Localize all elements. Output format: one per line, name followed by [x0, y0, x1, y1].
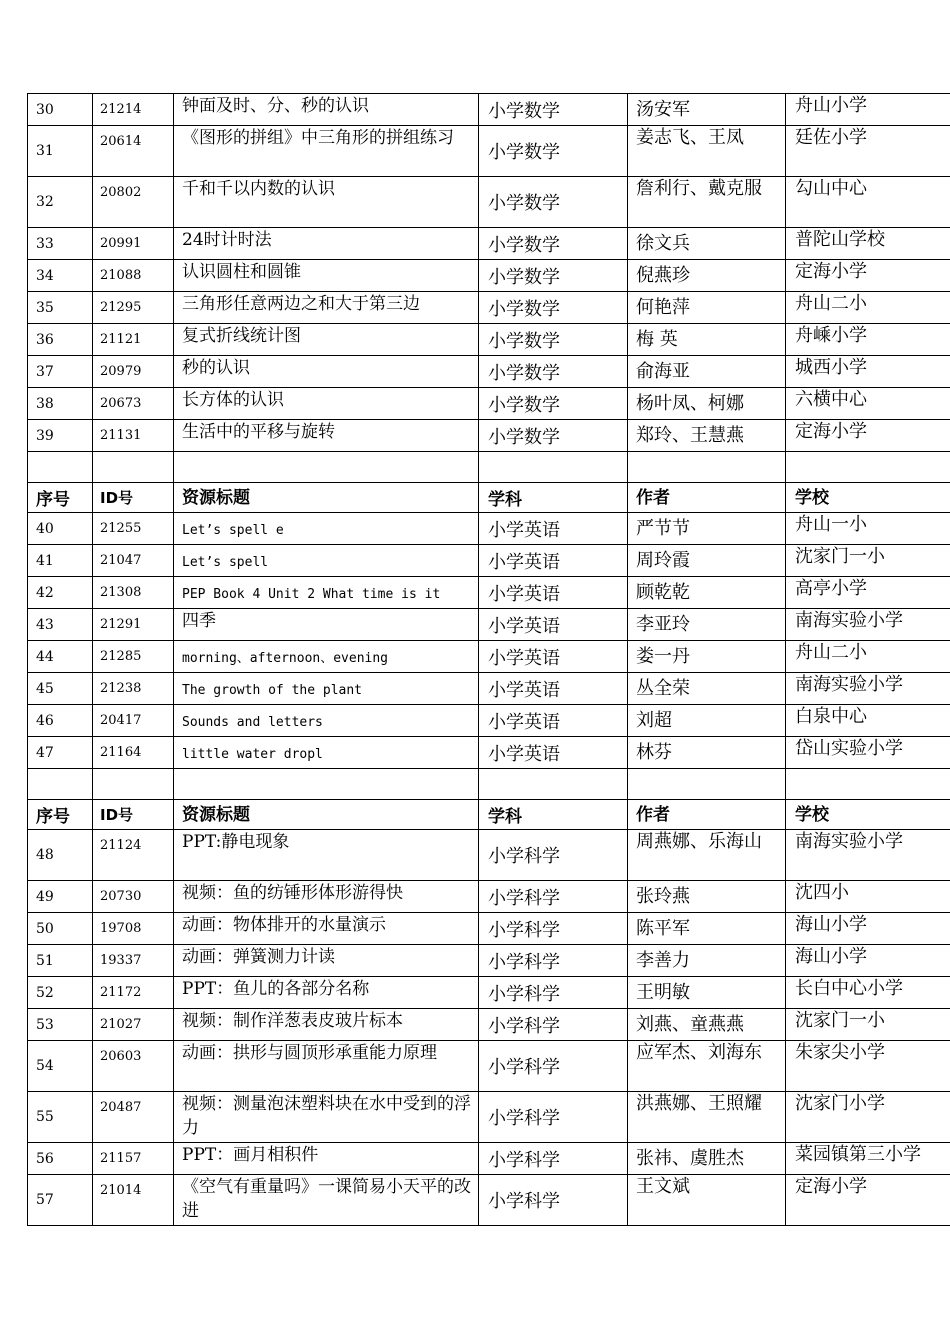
- row-number: 46: [28, 705, 93, 737]
- row-subject: 小学英语: [479, 577, 628, 609]
- table-row: [28, 1041, 950, 1092]
- row-school: 南海实验小学: [786, 830, 950, 881]
- row-school: 沈家门一小: [786, 545, 950, 577]
- table-row: [28, 513, 950, 545]
- row-title: morning、afternoon、evening: [174, 641, 479, 673]
- row-title: 三角形任意两边之和大于第三边: [174, 292, 479, 324]
- row-title: 秒的认识: [174, 356, 479, 388]
- table-row: [28, 388, 950, 420]
- row-author: 倪燕珍: [628, 260, 786, 292]
- header-row-english: [28, 483, 950, 513]
- row-subject: 小学科学: [479, 1143, 628, 1175]
- row-number: 54: [28, 1041, 93, 1092]
- table-row: [28, 737, 950, 769]
- row-id: 21285: [93, 641, 174, 673]
- header-subject: 学科: [479, 483, 628, 513]
- row-number: 45: [28, 673, 93, 705]
- row-author: 詹利行、戴克服: [628, 177, 786, 228]
- table-row: [28, 1009, 950, 1041]
- row-school: 定海小学: [786, 260, 950, 292]
- row-subject: 小学科学: [479, 830, 628, 881]
- row-author: 严节节: [628, 513, 786, 545]
- row-school: 白泉中心: [786, 705, 950, 737]
- row-school: 勾山中心: [786, 177, 950, 228]
- row-subject: 小学数学: [479, 94, 628, 126]
- row-subject: 小学科学: [479, 1092, 628, 1143]
- row-author: 徐文兵: [628, 228, 786, 260]
- row-author: 陈平军: [628, 913, 786, 945]
- row-title: The growth of the plant: [174, 673, 479, 705]
- row-title: Let’s spell e: [174, 513, 479, 545]
- header-subject: 学科: [479, 800, 628, 830]
- row-school: 六横中心: [786, 388, 950, 420]
- row-subject: 小学英语: [479, 737, 628, 769]
- header-row-science: [28, 800, 950, 830]
- row-number: 38: [28, 388, 93, 420]
- table-row: [28, 94, 950, 126]
- row-title: 视频：制作洋葱表皮玻片标本: [174, 1009, 479, 1041]
- header-no: 序号: [28, 483, 93, 513]
- row-title: 动画：弹簧测力计读: [174, 945, 479, 977]
- row-id: 21172: [93, 977, 174, 1009]
- row-author: 郑玲、王慧燕: [628, 420, 786, 452]
- row-id: 21164: [93, 737, 174, 769]
- row-title: little water dropl: [174, 737, 479, 769]
- row-id: 21088: [93, 260, 174, 292]
- row-school: 海山小学: [786, 945, 950, 977]
- row-id: 20487: [93, 1092, 174, 1143]
- row-title: 《图形的拼组》中三角形的拼组练习: [174, 126, 479, 177]
- row-author: 刘燕、童燕燕: [628, 1009, 786, 1041]
- row-author: 周燕娜、乐海山: [628, 830, 786, 881]
- row-school: 南海实验小学: [786, 609, 950, 641]
- row-subject: 小学英语: [479, 641, 628, 673]
- row-id: 21291: [93, 609, 174, 641]
- row-author: 洪燕娜、王照耀: [628, 1092, 786, 1143]
- row-school: 舟山小学: [786, 94, 950, 126]
- header-id: ID号: [93, 800, 174, 830]
- row-title: 《空气有重量吗》一课简易小天平的改进: [174, 1175, 479, 1226]
- row-author: 刘超: [628, 705, 786, 737]
- row-school: 舟山一小: [786, 513, 950, 545]
- row-title: Let’s spell: [174, 545, 479, 577]
- row-author: 李亚玲: [628, 609, 786, 641]
- row-title: Sounds and letters: [174, 705, 479, 737]
- table-row: [28, 260, 950, 292]
- row-id: 20979: [93, 356, 174, 388]
- row-subject: 小学科学: [479, 1041, 628, 1092]
- row-author: 汤安军: [628, 94, 786, 126]
- row-school: 舟山二小: [786, 292, 950, 324]
- row-title: PEP Book 4 Unit 2 What time is it: [174, 577, 479, 609]
- row-subject: 小学数学: [479, 420, 628, 452]
- row-id: 20603: [93, 1041, 174, 1092]
- row-author: 林芬: [628, 737, 786, 769]
- row-author: 应军杰、刘海东: [628, 1041, 786, 1092]
- table-row: [28, 1175, 950, 1226]
- row-school: 城西小学: [786, 356, 950, 388]
- row-title: 动画：拱形与圆顶形承重能力原理: [174, 1041, 479, 1092]
- row-subject: 小学科学: [479, 945, 628, 977]
- english-section: [28, 513, 950, 769]
- header-title: 资源标题: [174, 483, 479, 513]
- table-row: [28, 830, 950, 881]
- row-number: 56: [28, 1143, 93, 1175]
- row-title: 生活中的平移与旋转: [174, 420, 479, 452]
- header-no: 序号: [28, 800, 93, 830]
- table-row: [28, 177, 950, 228]
- row-subject: 小学数学: [479, 324, 628, 356]
- row-title: PPT:静电现象: [174, 830, 479, 881]
- row-title: PPT：画月相积件: [174, 1143, 479, 1175]
- row-subject: 小学数学: [479, 388, 628, 420]
- row-number: 42: [28, 577, 93, 609]
- row-id: 21308: [93, 577, 174, 609]
- row-school: 舟嵊小学: [786, 324, 950, 356]
- header-school: 学校: [786, 483, 950, 513]
- row-title: 认识圆柱和圆锥: [174, 260, 479, 292]
- row-author: 丛全荣: [628, 673, 786, 705]
- row-number: 39: [28, 420, 93, 452]
- row-id: 19708: [93, 913, 174, 945]
- row-school: 长白中心小学: [786, 977, 950, 1009]
- table-row: [28, 228, 950, 260]
- header-school: 学校: [786, 800, 950, 830]
- row-subject: 小学英语: [479, 673, 628, 705]
- row-subject: 小学数学: [479, 177, 628, 228]
- row-author: 周玲霞: [628, 545, 786, 577]
- header-title: 资源标题: [174, 800, 479, 830]
- row-subject: 小学数学: [479, 260, 628, 292]
- row-subject: 小学英语: [479, 545, 628, 577]
- row-title: 24时计时法: [174, 228, 479, 260]
- row-school: 定海小学: [786, 420, 950, 452]
- row-author: 张祎、虞胜杰: [628, 1143, 786, 1175]
- row-title: 千和千以内数的认识: [174, 177, 479, 228]
- row-id: 20673: [93, 388, 174, 420]
- resource-table: [27, 93, 950, 1226]
- table-row: [28, 420, 950, 452]
- row-author: 杨叶凤、柯娜: [628, 388, 786, 420]
- row-id: 20991: [93, 228, 174, 260]
- row-subject: 小学科学: [479, 977, 628, 1009]
- table-row: [28, 641, 950, 673]
- science-section: [28, 830, 950, 1226]
- row-number: 37: [28, 356, 93, 388]
- table-row: [28, 913, 950, 945]
- row-school: 高亭小学: [786, 577, 950, 609]
- row-title: 复式折线统计图: [174, 324, 479, 356]
- row-subject: 小学数学: [479, 356, 628, 388]
- row-number: 52: [28, 977, 93, 1009]
- row-school: 朱家尖小学: [786, 1041, 950, 1092]
- row-id: 20730: [93, 881, 174, 913]
- table-row: [28, 545, 950, 577]
- row-id: 21124: [93, 830, 174, 881]
- header-row: [28, 800, 950, 830]
- row-subject: 小学英语: [479, 705, 628, 737]
- row-title: PPT：鱼儿的各部分名称: [174, 977, 479, 1009]
- header-author: 作者: [628, 483, 786, 513]
- row-id: 20417: [93, 705, 174, 737]
- row-id: 21047: [93, 545, 174, 577]
- row-author: 顾乾乾: [628, 577, 786, 609]
- row-number: 40: [28, 513, 93, 545]
- row-author: 张玲燕: [628, 881, 786, 913]
- row-number: 53: [28, 1009, 93, 1041]
- table-row: [28, 609, 950, 641]
- table-row: [28, 881, 950, 913]
- row-author: 何艳萍: [628, 292, 786, 324]
- row-id: 21238: [93, 673, 174, 705]
- table-row: [28, 324, 950, 356]
- row-id: 21027: [93, 1009, 174, 1041]
- row-number: 57: [28, 1175, 93, 1226]
- row-id: 20802: [93, 177, 174, 228]
- row-school: 舟山二小: [786, 641, 950, 673]
- table-row: [28, 1143, 950, 1175]
- math-section: [28, 94, 950, 452]
- row-number: 32: [28, 177, 93, 228]
- row-subject: 小学科学: [479, 1009, 628, 1041]
- row-school: 定海小学: [786, 1175, 950, 1226]
- row-author: 王文斌: [628, 1175, 786, 1226]
- row-title: 四季: [174, 609, 479, 641]
- row-number: 43: [28, 609, 93, 641]
- row-school: 沈家门一小: [786, 1009, 950, 1041]
- table-row: [28, 945, 950, 977]
- row-id: 21157: [93, 1143, 174, 1175]
- row-school: 沈家门小学: [786, 1092, 950, 1143]
- row-subject: 小学数学: [479, 228, 628, 260]
- row-id: 21014: [93, 1175, 174, 1226]
- header-author: 作者: [628, 800, 786, 830]
- row-subject: 小学英语: [479, 513, 628, 545]
- table-row: [28, 577, 950, 609]
- row-title: 钟面及时、分、秒的认识: [174, 94, 479, 126]
- row-id: 21295: [93, 292, 174, 324]
- row-author: 姜志飞、王凤: [628, 126, 786, 177]
- spacer-row-2: [28, 769, 950, 800]
- row-number: 35: [28, 292, 93, 324]
- table-row: [28, 673, 950, 705]
- row-school: 廷佐小学: [786, 126, 950, 177]
- table-row: [28, 977, 950, 1009]
- row-school: 沈四小: [786, 881, 950, 913]
- row-author: 李善力: [628, 945, 786, 977]
- row-subject: 小学数学: [479, 292, 628, 324]
- row-title: 视频：测量泡沫塑料块在水中受到的浮力: [174, 1092, 479, 1143]
- row-subject: 小学科学: [479, 881, 628, 913]
- row-title: 动画：物体排开的水量演示: [174, 913, 479, 945]
- row-number: 49: [28, 881, 93, 913]
- table-row: [28, 1092, 950, 1143]
- row-school: 南海实验小学: [786, 673, 950, 705]
- row-title: 长方体的认识: [174, 388, 479, 420]
- table-row: [28, 126, 950, 177]
- header-row: [28, 483, 950, 513]
- table-row: [28, 705, 950, 737]
- row-subject: 小学英语: [479, 609, 628, 641]
- row-number: 41: [28, 545, 93, 577]
- row-author: 王明敏: [628, 977, 786, 1009]
- row-school: 普陀山学校: [786, 228, 950, 260]
- row-id: 21214: [93, 94, 174, 126]
- row-school: 岱山实验小学: [786, 737, 950, 769]
- header-id: ID号: [93, 483, 174, 513]
- row-id: 21255: [93, 513, 174, 545]
- row-number: 33: [28, 228, 93, 260]
- row-number: 44: [28, 641, 93, 673]
- row-school: 菜园镇第三小学: [786, 1143, 950, 1175]
- row-author: 娄一丹: [628, 641, 786, 673]
- spacer-row-1: [28, 452, 950, 483]
- row-author: 梅 英: [628, 324, 786, 356]
- row-author: 俞海亚: [628, 356, 786, 388]
- row-id: 21121: [93, 324, 174, 356]
- row-subject: 小学科学: [479, 1175, 628, 1226]
- row-number: 51: [28, 945, 93, 977]
- row-number: 34: [28, 260, 93, 292]
- row-id: 21131: [93, 420, 174, 452]
- row-number: 55: [28, 1092, 93, 1143]
- row-id: 20614: [93, 126, 174, 177]
- row-number: 31: [28, 126, 93, 177]
- row-school: 海山小学: [786, 913, 950, 945]
- row-number: 36: [28, 324, 93, 356]
- table-row: [28, 356, 950, 388]
- row-number: 30: [28, 94, 93, 126]
- row-number: 48: [28, 830, 93, 881]
- row-number: 47: [28, 737, 93, 769]
- table-row: [28, 292, 950, 324]
- row-id: 19337: [93, 945, 174, 977]
- row-subject: 小学数学: [479, 126, 628, 177]
- row-subject: 小学科学: [479, 913, 628, 945]
- row-number: 50: [28, 913, 93, 945]
- row-title: 视频：鱼的纺锤形体形游得快: [174, 881, 479, 913]
